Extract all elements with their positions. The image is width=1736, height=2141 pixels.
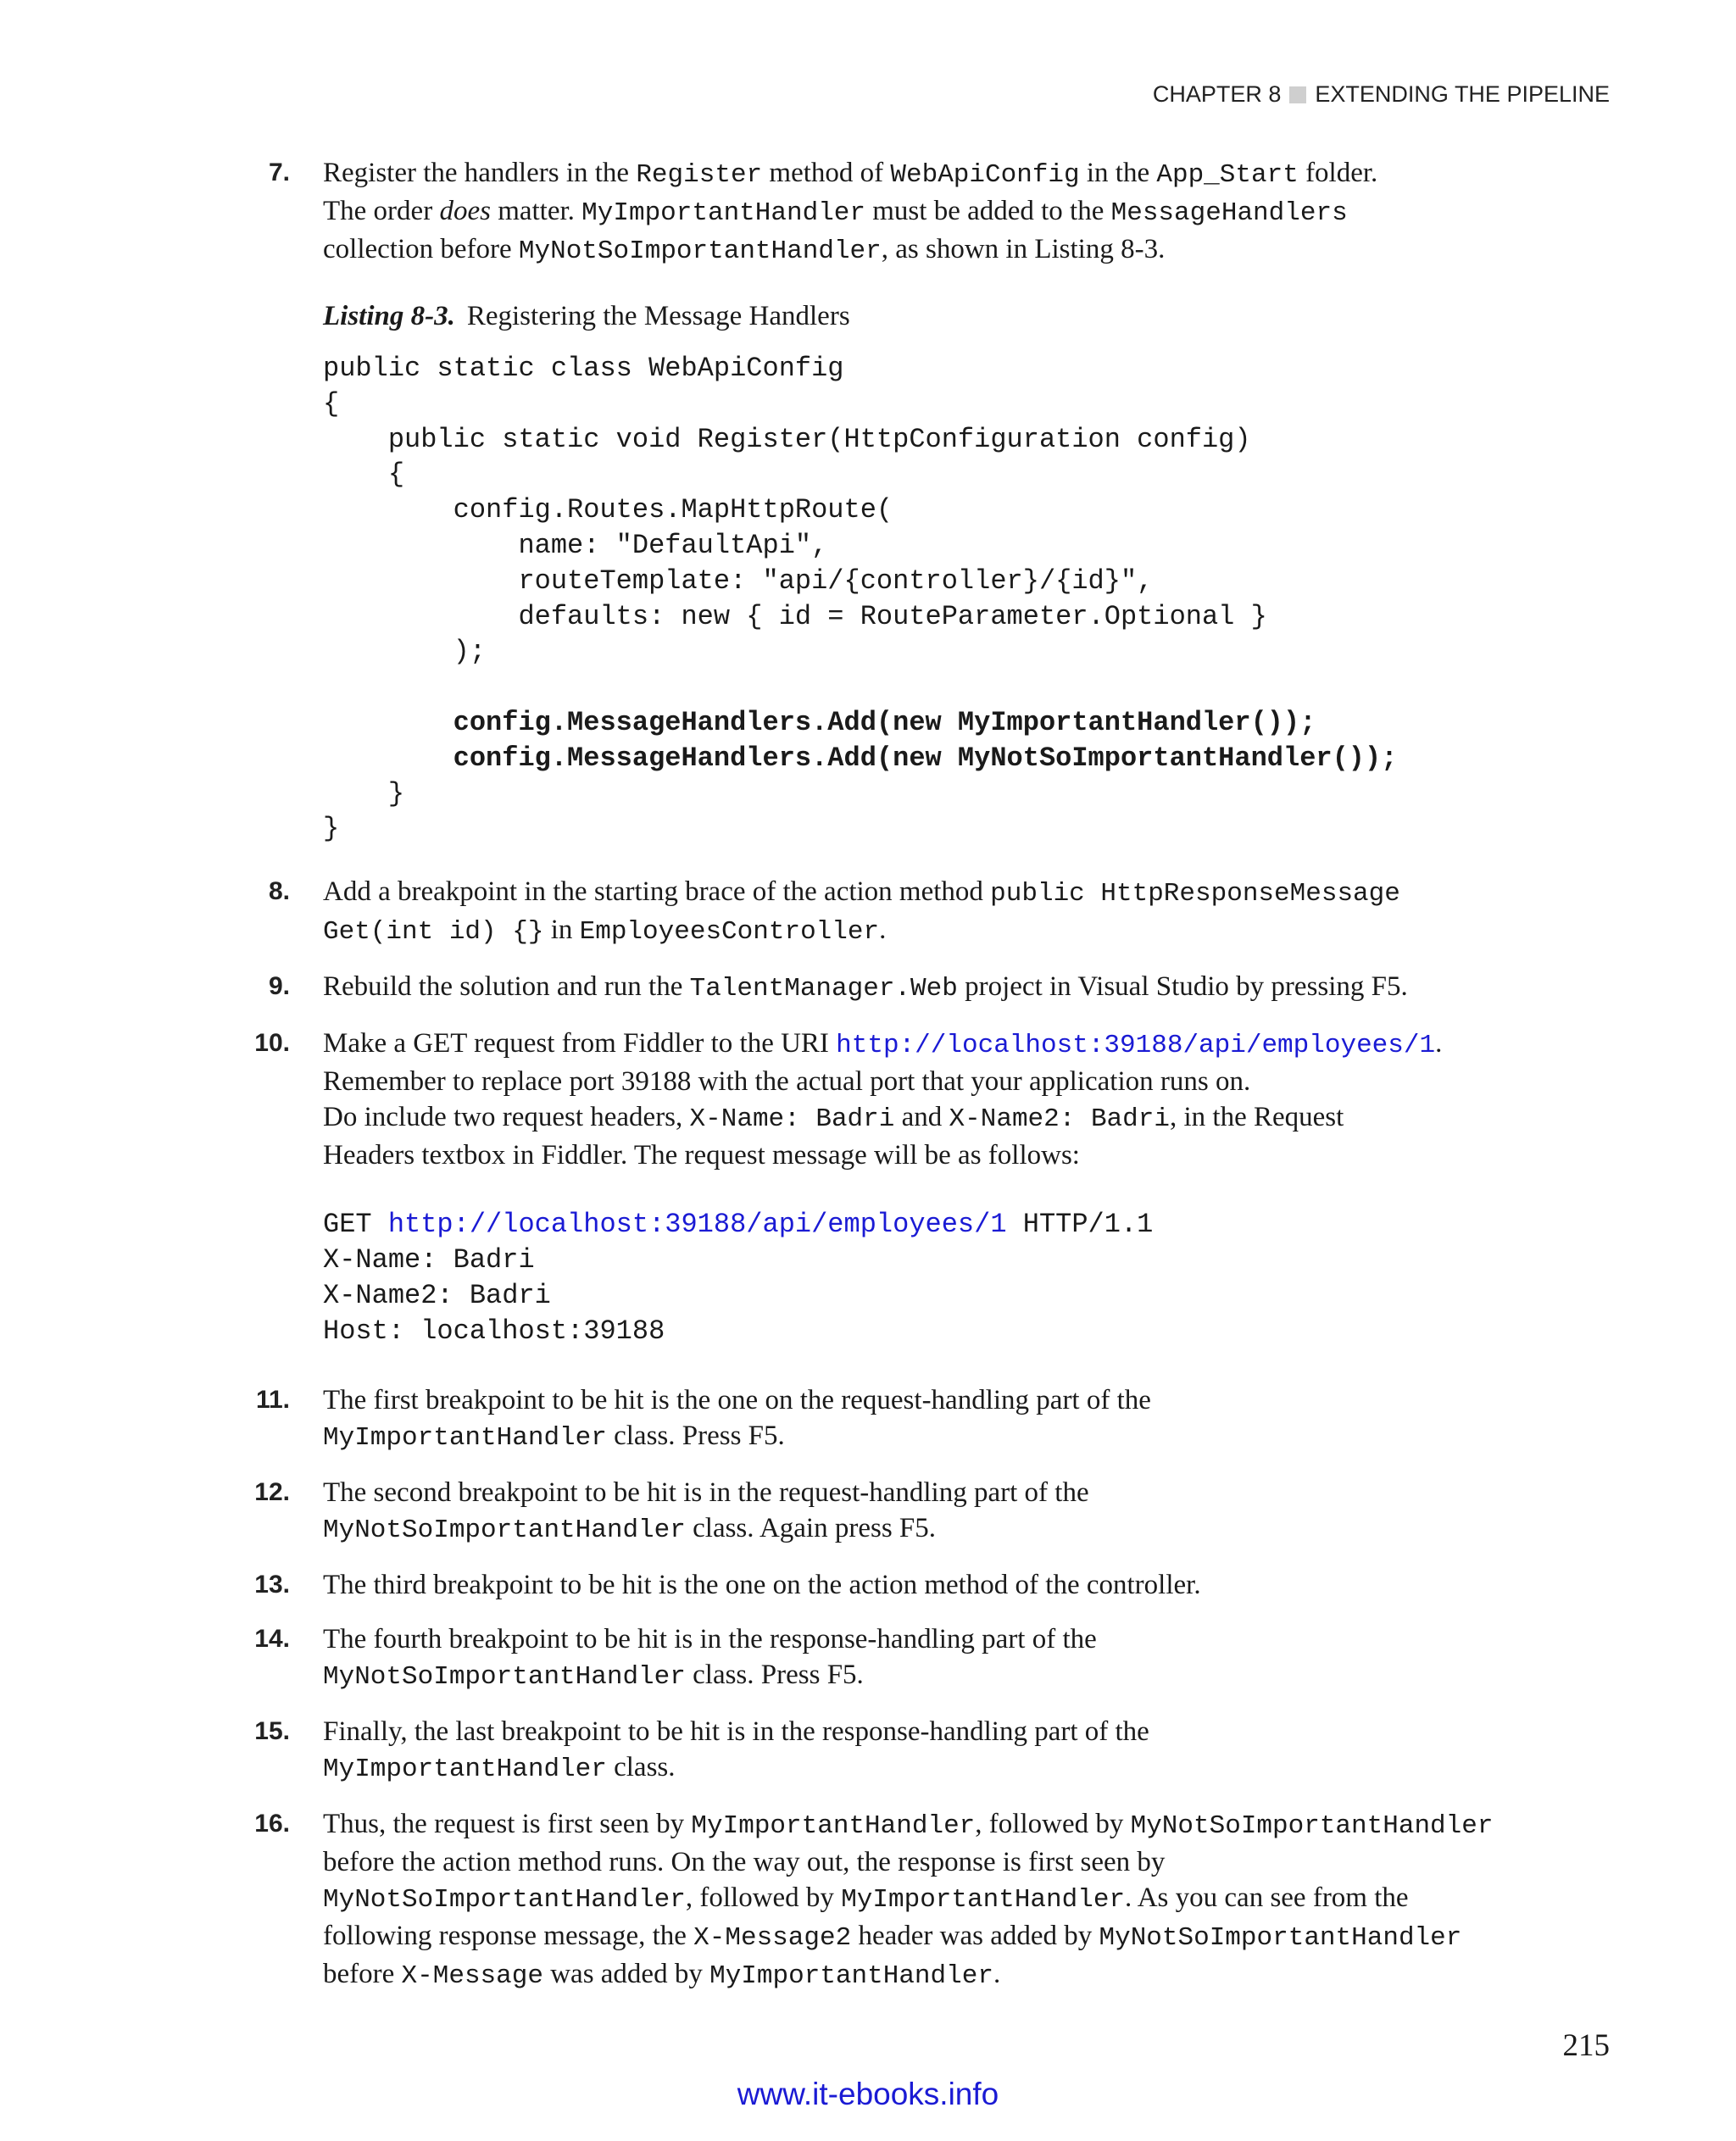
- code-inline: MyImportantHandler: [841, 1885, 1126, 1916]
- step-number: 16.: [254, 1810, 290, 1838]
- uri-link[interactable]: http://localhost:39188/api/employees/1: [836, 1031, 1436, 1061]
- code-text: HTTP/1.1: [1006, 1209, 1154, 1241]
- page-body: [0, 155, 1736, 2013]
- code-listing-8-3: [323, 351, 1736, 847]
- code-line: Host: localhost:39188: [323, 1315, 665, 1347]
- text: in the: [1079, 158, 1157, 188]
- step-13: [0, 1567, 1736, 1603]
- step-9: [0, 969, 1736, 1007]
- text: class. Press F5.: [606, 1421, 785, 1452]
- code-line: defaults: new { id = RouteParameter.Optional }: [323, 600, 1267, 632]
- listing-label: Listing 8-3.: [323, 301, 455, 331]
- text: class. Press F5.: [685, 1660, 864, 1691]
- step-14: [0, 1621, 1736, 1695]
- code-inline: MyImportantHandler: [709, 1961, 993, 1992]
- code-inline: MyNotSoImportantHandler: [518, 236, 882, 266]
- running-header: [1153, 81, 1610, 108]
- code-line-bold: config.MessageHandlers.Add(new MyNotSoImportantHandler());: [323, 742, 1398, 774]
- code-line: }: [323, 777, 405, 809]
- text: before: [323, 1959, 402, 1990]
- text: class.: [606, 1752, 676, 1783]
- listing-caption: [0, 298, 1736, 334]
- text: Remember to replace port 39188 with the actual port that your application runs on.: [323, 1066, 1251, 1098]
- text: , followed by: [685, 1882, 842, 1914]
- text: and: [894, 1102, 949, 1133]
- step-15: [0, 1714, 1736, 1788]
- code-inline: MyNotSoImportantHandler: [323, 1515, 686, 1546]
- code-inline: EmployeesController: [579, 917, 880, 948]
- text: . As you can see from the: [1125, 1882, 1409, 1914]
- step-number: 14.: [254, 1625, 290, 1654]
- text: , as shown in Listing 8-3.: [881, 234, 1166, 264]
- listing-title: Registering the Message Handlers: [466, 301, 850, 331]
- text: Do include two request headers,: [323, 1102, 690, 1133]
- text: following response message, the: [323, 1921, 694, 1952]
- step-7: [0, 155, 1736, 270]
- code-inline: MessageHandlers: [1110, 198, 1348, 228]
- step-number: 9.: [268, 972, 290, 1001]
- text: Finally, the last breakpoint to be hit is in the response-handling part of the: [323, 1716, 1149, 1748]
- step-number: 8.: [268, 877, 290, 906]
- text: .: [879, 915, 887, 946]
- code-inline: MyNotSoImportantHandler: [323, 1662, 686, 1693]
- step-8: [0, 874, 1736, 950]
- step-number: 15.: [254, 1717, 290, 1746]
- code-inline: X-Message: [401, 1961, 543, 1992]
- request-message-code: [323, 1207, 1736, 1349]
- text: before the action method runs. On the way out, the response is first seen by: [323, 1847, 1166, 1878]
- website-link[interactable]: www.it-ebooks.info: [737, 2077, 999, 2111]
- text: was added by: [542, 1959, 710, 1990]
- text: class. Again press F5.: [685, 1513, 937, 1544]
- text: The second breakpoint to be hit is in the request-handling part of the: [323, 1477, 1089, 1509]
- code-inline: TalentManager.Web: [689, 974, 958, 1004]
- step-number: 7.: [268, 158, 290, 186]
- chapter-label: CHAPTER 8: [1152, 81, 1282, 107]
- code-line: name: "DefaultApi",: [323, 529, 828, 561]
- text: The first breakpoint to be hit is the one on the request-handling part of the: [323, 1385, 1151, 1416]
- code-inline: X-Message2: [693, 1923, 852, 1954]
- step-number: 11.: [255, 1386, 290, 1415]
- step-16: [0, 1806, 1736, 1994]
- text: in: [543, 915, 580, 946]
- code-line: X-Name: Badri: [323, 1243, 535, 1276]
- code-inline: Register: [636, 160, 763, 190]
- text: The third breakpoint to be hit is the one on the action method of the controller.: [323, 1570, 1201, 1601]
- page-number: 215: [1562, 2028, 1610, 2063]
- step-11: [0, 1382, 1736, 1456]
- code-text: GET: [323, 1209, 388, 1241]
- code-line: {: [323, 459, 405, 491]
- code-inline: MyImportantHandler: [323, 1423, 607, 1454]
- step-number: 13.: [254, 1571, 290, 1599]
- code-inline: X-Name: Badri: [689, 1104, 895, 1135]
- square-separator-icon: [1289, 86, 1306, 103]
- code-inline: Get(int id) {}: [323, 917, 544, 948]
- code-inline: MyNotSoImportantHandler: [1099, 1923, 1462, 1954]
- text: collection before: [323, 234, 519, 264]
- code-inline: X-Name2: Badri: [949, 1104, 1170, 1135]
- code-inline: WebApiConfig: [890, 160, 1080, 190]
- text: must be added to the: [865, 196, 1111, 226]
- text: The fourth breakpoint to be hit is in the response-handling part of the: [323, 1624, 1097, 1655]
- code-line-bold: config.MessageHandlers.Add(new MyImportantHandler());: [323, 706, 1316, 738]
- code-line: public static void Register(HttpConfiguration config): [323, 423, 1251, 455]
- text: Headers textbox in Fiddler. The request message will be as follows:: [323, 1140, 1080, 1171]
- step-number: 12.: [254, 1478, 290, 1507]
- code-line: X-Name2: Badri: [323, 1279, 551, 1311]
- code-inline: public HttpResponseMessage: [990, 879, 1400, 909]
- code-line: }: [323, 813, 340, 845]
- text: , in the Request: [1169, 1102, 1344, 1133]
- text: Make a GET request from Fiddler to the URI: [323, 1028, 837, 1059]
- code-line: public static class WebApiConfig: [323, 353, 844, 384]
- text: The order: [323, 196, 440, 226]
- code-inline: MyNotSoImportantHandler: [1130, 1811, 1494, 1842]
- step-12: [0, 1475, 1736, 1549]
- code-line: {: [323, 387, 340, 420]
- text: .: [1435, 1028, 1443, 1059]
- text: , followed by: [975, 1809, 1131, 1840]
- code-inline: MyImportantHandler: [581, 198, 866, 228]
- chapter-title: EXTENDING THE PIPELINE: [1315, 81, 1610, 107]
- text: header was added by: [851, 1921, 1099, 1952]
- request-url-link[interactable]: http://localhost:39188/api/employees/1: [387, 1209, 1007, 1241]
- code-line: config.Routes.MapHttpRoute(: [323, 494, 893, 526]
- code-line: );: [323, 636, 487, 668]
- step-number: 10.: [254, 1029, 290, 1058]
- code-inline: App_Start: [1156, 160, 1299, 190]
- text: matter.: [490, 196, 582, 226]
- text: folder.: [1298, 158, 1378, 188]
- text: .: [993, 1959, 1001, 1990]
- text: Thus, the request is first seen by: [323, 1809, 692, 1840]
- code-inline: MyNotSoImportantHandler: [323, 1885, 686, 1916]
- text: Register the handlers in the: [323, 158, 637, 188]
- text: Rebuild the solution and run the: [323, 971, 690, 1003]
- text: method of: [762, 158, 891, 188]
- text: Add a breakpoint in the starting brace of the action method: [323, 876, 991, 908]
- code-line: routeTemplate: "api/{controller}/{id}",: [323, 564, 1154, 597]
- text: project in Visual Studio by pressing F5.: [957, 971, 1408, 1003]
- emphasis: does: [439, 196, 491, 226]
- code-inline: MyImportantHandler: [691, 1811, 976, 1842]
- code-inline: MyImportantHandler: [323, 1755, 607, 1785]
- step-10: [0, 1026, 1736, 1173]
